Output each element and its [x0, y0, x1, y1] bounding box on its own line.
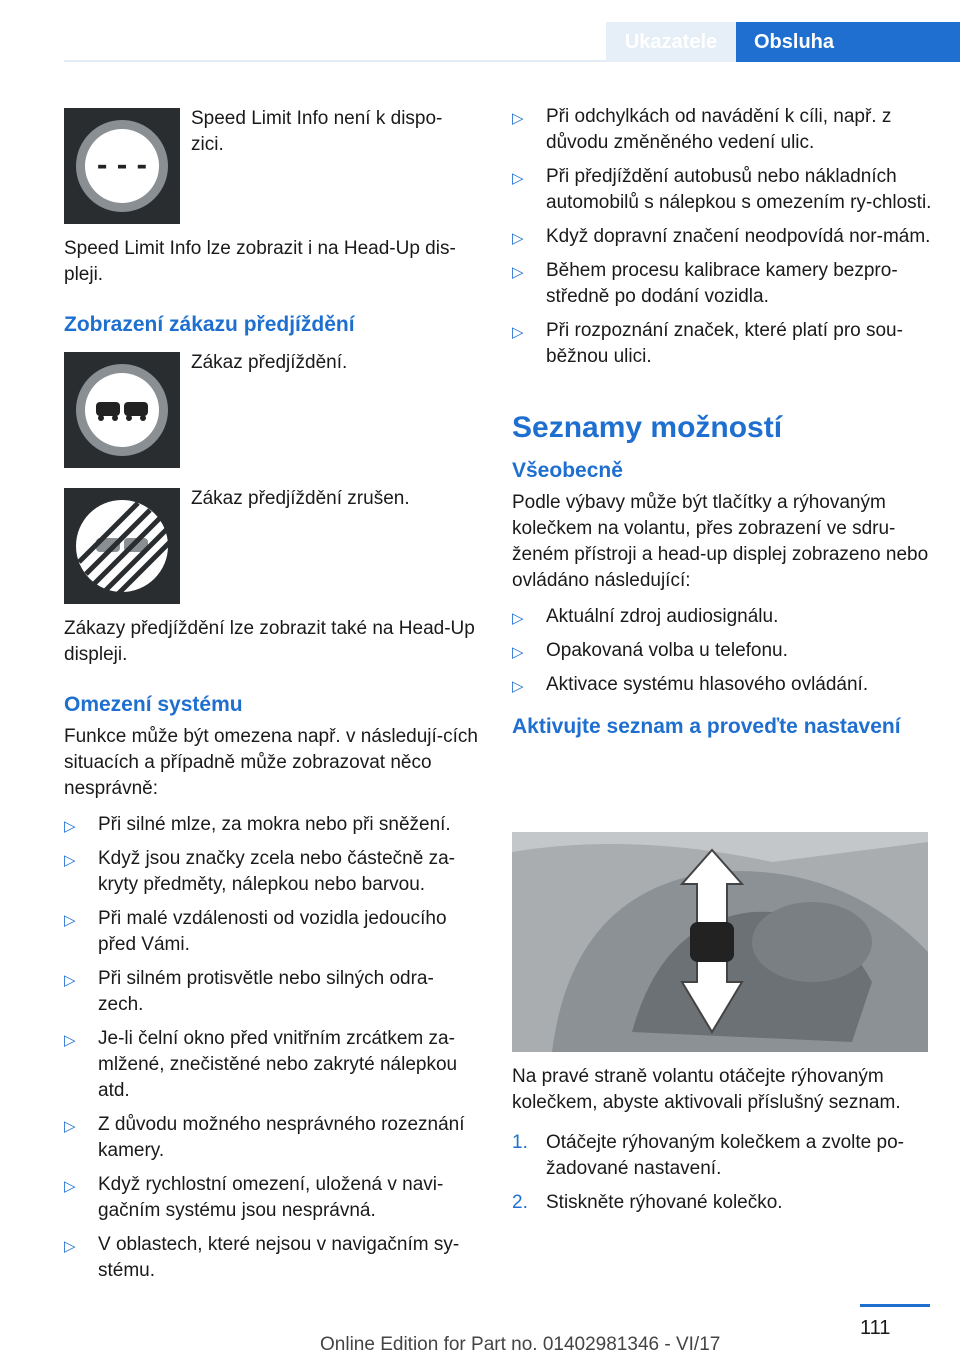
triangle-bullet-icon: ▷ [512, 678, 524, 695]
list-item: ▷ Z důvodu možného nesprávného rozeznání kamery. [64, 1114, 465, 1161]
sign2-text: Zákaz předjíždění. [191, 352, 348, 373]
triangle-bullet-icon: ▷ [512, 264, 524, 281]
triangle-bullet-icon: ▷ [64, 1118, 76, 1135]
limits-list-continued [512, 104, 932, 370]
list-item: ▷ Při předjíždění autobusů nebo nákladních automobilů s nálepkou s omezením ry-chlosti. [512, 166, 932, 213]
no-overtaking-ended-sign-image [64, 488, 180, 604]
tab-ukazatele[interactable]: Ukazatele [606, 22, 736, 62]
svg-text:- - -: - - - [96, 151, 148, 181]
heading-overtaking: Zobrazení zákazu předjíždění [64, 313, 355, 336]
list-item: ▷ Při rozpoznání značek, které platí pro sou-běžnou ulici. [512, 320, 903, 367]
list-item: ▷ Je-li čelní okno před vnitřním zrcátkem za-mlžené, znečistěné nebo zakryté nálepkou atd. [64, 1028, 458, 1101]
heading-options-lists: Seznamy možností [512, 411, 783, 444]
features-list [512, 604, 932, 698]
para-headup: Speed Limit Info lze zobrazit i na Head-Up dis-pleji. [64, 238, 456, 285]
heading-system-limits: Omezení systému [64, 693, 243, 716]
steps-list [512, 1130, 932, 1216]
page-number: 111 [860, 1317, 891, 1339]
list-item: ▷ Když dopravní značení neodpovídá nor-mám. [512, 224, 932, 250]
triangle-bullet-icon: ▷ [64, 818, 76, 835]
heading-general: Všeobecně [512, 459, 623, 482]
triangle-bullet-icon: ▷ [512, 610, 524, 627]
para-limits: Funkce může být omezena např. v následují-cích situacích a případně může zobrazovat něco nesprávně: [64, 726, 478, 799]
tab-obsluha[interactable]: Obsluha [736, 22, 960, 62]
list-item: ▷ Aktivace systému hlasového ovládání. [512, 672, 932, 698]
list-item: ▷ Opakovaná volba u telefonu. [512, 638, 932, 664]
triangle-bullet-icon: ▷ [512, 324, 524, 341]
sign3-text: Zákaz předjíždění zrušen. [191, 488, 410, 509]
no-overtaking-sign-image [64, 352, 180, 468]
page-number-rule [860, 1304, 930, 1307]
triangle-bullet-icon: ▷ [64, 1178, 76, 1195]
para-general: Podle výbavy může být tlačítky a rýhovaným kolečkem na volantu, přes zobrazení ve sdru-ženém přístroji a head-up displej zobrazeno nebo ovládáno následující: [512, 492, 929, 591]
triangle-bullet-icon: ▷ [64, 1032, 76, 1049]
triangle-bullet-icon: ▷ [512, 644, 524, 661]
triangle-bullet-icon: ▷ [512, 230, 524, 247]
triangle-bullet-icon: ▷ [64, 972, 76, 989]
triangle-bullet-icon: ▷ [64, 1238, 76, 1255]
edition-footer: Online Edition for Part no. 01402981346 - VI/17 [320, 1334, 721, 1355]
speed-limit-unavailable-sign-image [64, 108, 180, 224]
triangle-bullet-icon: ▷ [512, 170, 524, 187]
list-item: ▷ V oblastech, které nejsou v navigačním sy-stému. [64, 1234, 460, 1281]
list-item: ▷ Při malé vzdálenosti od vozidla jedoucího před Vámi. [64, 908, 447, 955]
triangle-bullet-icon: ▷ [64, 852, 76, 869]
list-item: ▷ Aktuální zdroj audiosignálu. [512, 604, 932, 630]
steering-wheel-thumbwheel-image [512, 832, 928, 1052]
heading-activate-list: Aktivujte seznam a proveďte nastavení [512, 715, 901, 738]
list-item: 1. Otáčejte rýhovaným kolečkem a zvolte po-žadované nastavení. [512, 1132, 904, 1179]
list-item: ▷ Při silné mlze, za mokra nebo při sněžení. [64, 812, 479, 838]
triangle-bullet-icon: ▷ [512, 110, 524, 127]
list-item: ▷ Během procesu kalibrace kamery bezpro-středně po dodání vozidla. [512, 260, 898, 307]
right-column-bottom [512, 1064, 932, 1224]
list-item: ▷ Při odchylkách od navádění k cíli, např. z důvodu změněného vedení ulic. [512, 106, 892, 153]
sign1-text: Speed Limit Info není k dispo-zici. [191, 108, 443, 155]
triangle-bullet-icon: ▷ [64, 912, 76, 929]
list-item: 2. Stiskněte rýhované kolečko. [512, 1192, 783, 1213]
system-limits-section [64, 692, 479, 1292]
list-item: ▷ Když jsou značky zcela nebo částečně za-kryty předměty, nálepkou nebo barvou. [64, 848, 455, 895]
right-column-top [512, 104, 932, 740]
list-item: ▷ Při silném protisvětle nebo silných odra-zech. [64, 968, 434, 1015]
limits-list [64, 812, 479, 1284]
para-headup-overtaking: Zákazy předjíždění lze zobrazit také na Head-Up displeji. [64, 618, 475, 665]
list-item: ▷ Když rychlostní omezení, uložená v navi-gačním systému jsou nesprávná. [64, 1174, 444, 1221]
image-caption: Na pravé straně volantu otáčejte rýhovaným kolečkem, abyste aktivovali příslušný seznam. [512, 1066, 901, 1113]
